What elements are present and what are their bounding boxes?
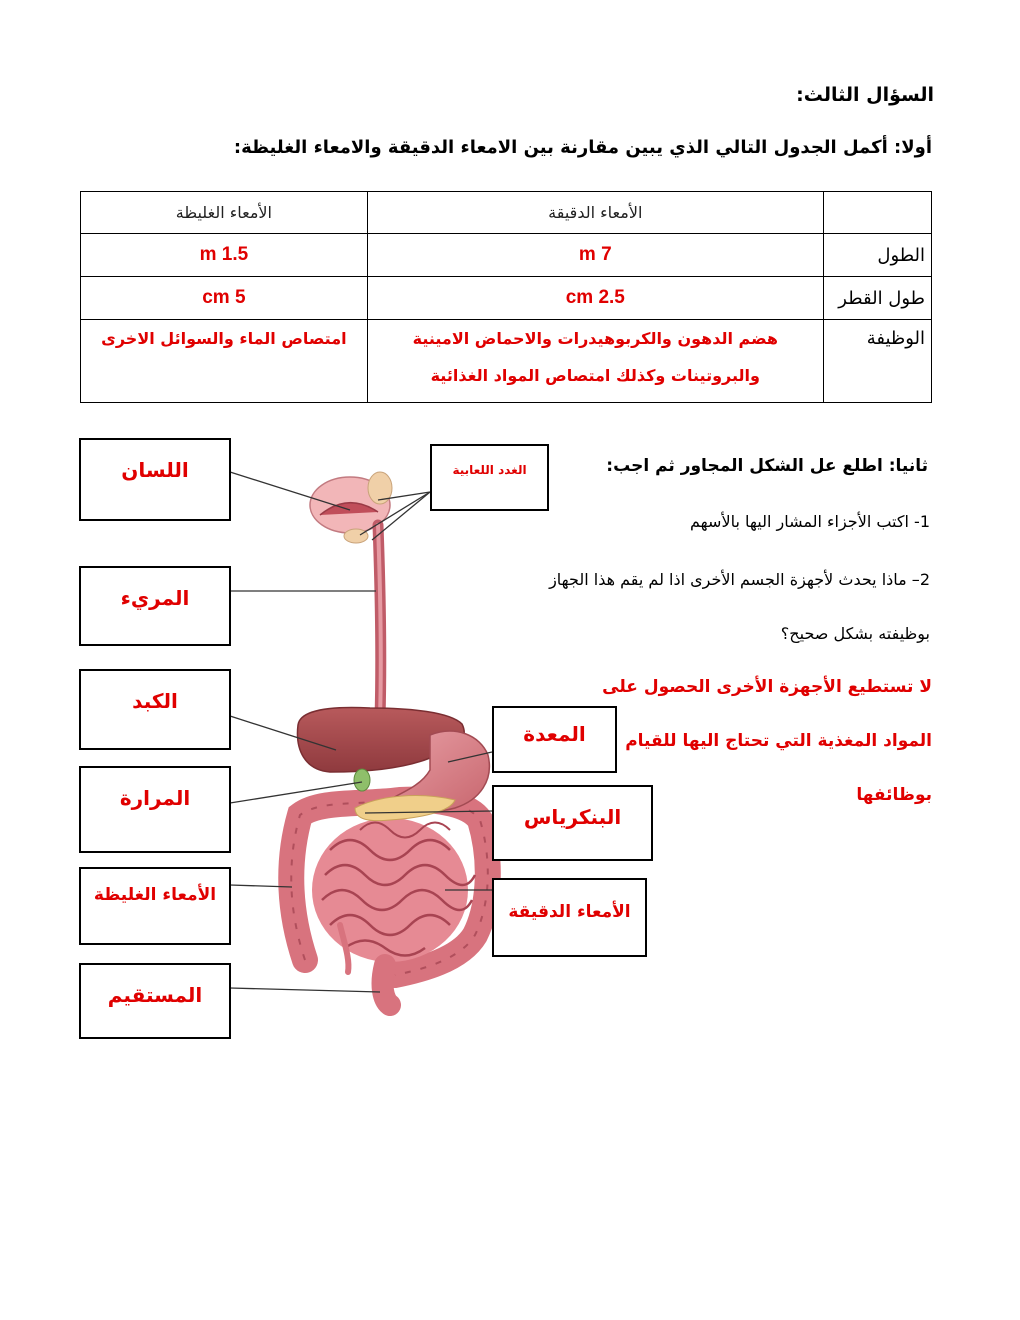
cell-large-function[interactable]: امتصاص الماء والسوائل الاخرى xyxy=(81,320,368,403)
cell-small-function-line2: والبروتينات وكذلك امتصاص المواد الغذائية xyxy=(430,366,760,385)
answer-line3: بوظائفها xyxy=(856,785,932,805)
part2-instruction: ثانيا: اطلع عل الشكل المجاور ثم اجب: xyxy=(606,456,928,476)
label-esophagus: المريء xyxy=(120,586,190,610)
row-label-diameter: طول القطر xyxy=(823,277,931,320)
label-box-rectum[interactable] xyxy=(79,963,231,1039)
cell-small-function-line1: هضم الدهون والكربوهيدرات والاحماض الامينية xyxy=(412,329,778,348)
label-box-large-intestine[interactable] xyxy=(79,867,231,945)
part1-instruction: أولا: أكمل الجدول التالي الذي يبين مقارنة بين الامعاء الدقيقة والامعاء الغليظة: xyxy=(233,137,932,158)
label-box-tongue[interactable] xyxy=(79,438,231,521)
column-header-small-intestine: الأمعاء الدقيقة xyxy=(367,192,823,234)
label-box-stomach[interactable] xyxy=(492,706,617,773)
cell-small-diameter[interactable]: 2.5 cm xyxy=(367,277,823,320)
label-stomach: المعدة xyxy=(523,722,586,746)
cell-large-diameter[interactable]: 5 cm xyxy=(81,277,368,320)
question-1: 1- اكتب الأجزاء المشار اليها بالأسهم xyxy=(690,512,930,531)
gallbladder-shape xyxy=(354,769,370,791)
label-liver: الكبد xyxy=(132,689,178,713)
rectum-shape xyxy=(383,965,390,1005)
label-box-esophagus[interactable] xyxy=(79,566,231,646)
label-box-pancreas[interactable] xyxy=(492,785,653,861)
row-label-function: الوظيفة xyxy=(823,320,931,403)
label-large-intestine: الأمعاء الغليظة xyxy=(93,885,217,905)
cell-small-length[interactable]: 7 m xyxy=(367,234,823,277)
cell-large-length[interactable]: 1.5 m xyxy=(81,234,368,277)
label-box-gallbladder[interactable] xyxy=(79,766,231,853)
answer-line1: لا تستطيع الأجهزة الأخرى الحصول على xyxy=(602,677,932,697)
answer-line2: المواد المغذية التي تحتاج اليها للقيام xyxy=(625,731,932,751)
question-2-line2: بوظيفته بشكل صحيح؟ xyxy=(780,624,930,643)
label-gallbladder: المرارة xyxy=(119,786,191,810)
question-2-line1: 2– ماذا يحدث لأجهزة الجسم الأخرى اذا لم يقم هذا الجهاز xyxy=(549,570,930,589)
column-header-large-intestine: الأمعاء الغليظة xyxy=(81,192,368,234)
question-title: السؤال الثالث: xyxy=(796,84,934,106)
label-box-small-intestine[interactable] xyxy=(492,878,647,957)
label-rectum: المستقيم xyxy=(107,983,203,1007)
label-tongue: اللسان xyxy=(121,458,189,482)
label-box-liver[interactable] xyxy=(79,669,231,750)
label-pancreas: البنكرياس xyxy=(523,805,622,829)
label-salivary-glands: الغدد اللعابية xyxy=(452,463,527,477)
label-small-intestine: الأمعاء الدقيقة xyxy=(508,902,631,922)
label-box-salivary-glands[interactable] xyxy=(430,444,549,511)
row-label-length: الطول xyxy=(823,234,931,277)
